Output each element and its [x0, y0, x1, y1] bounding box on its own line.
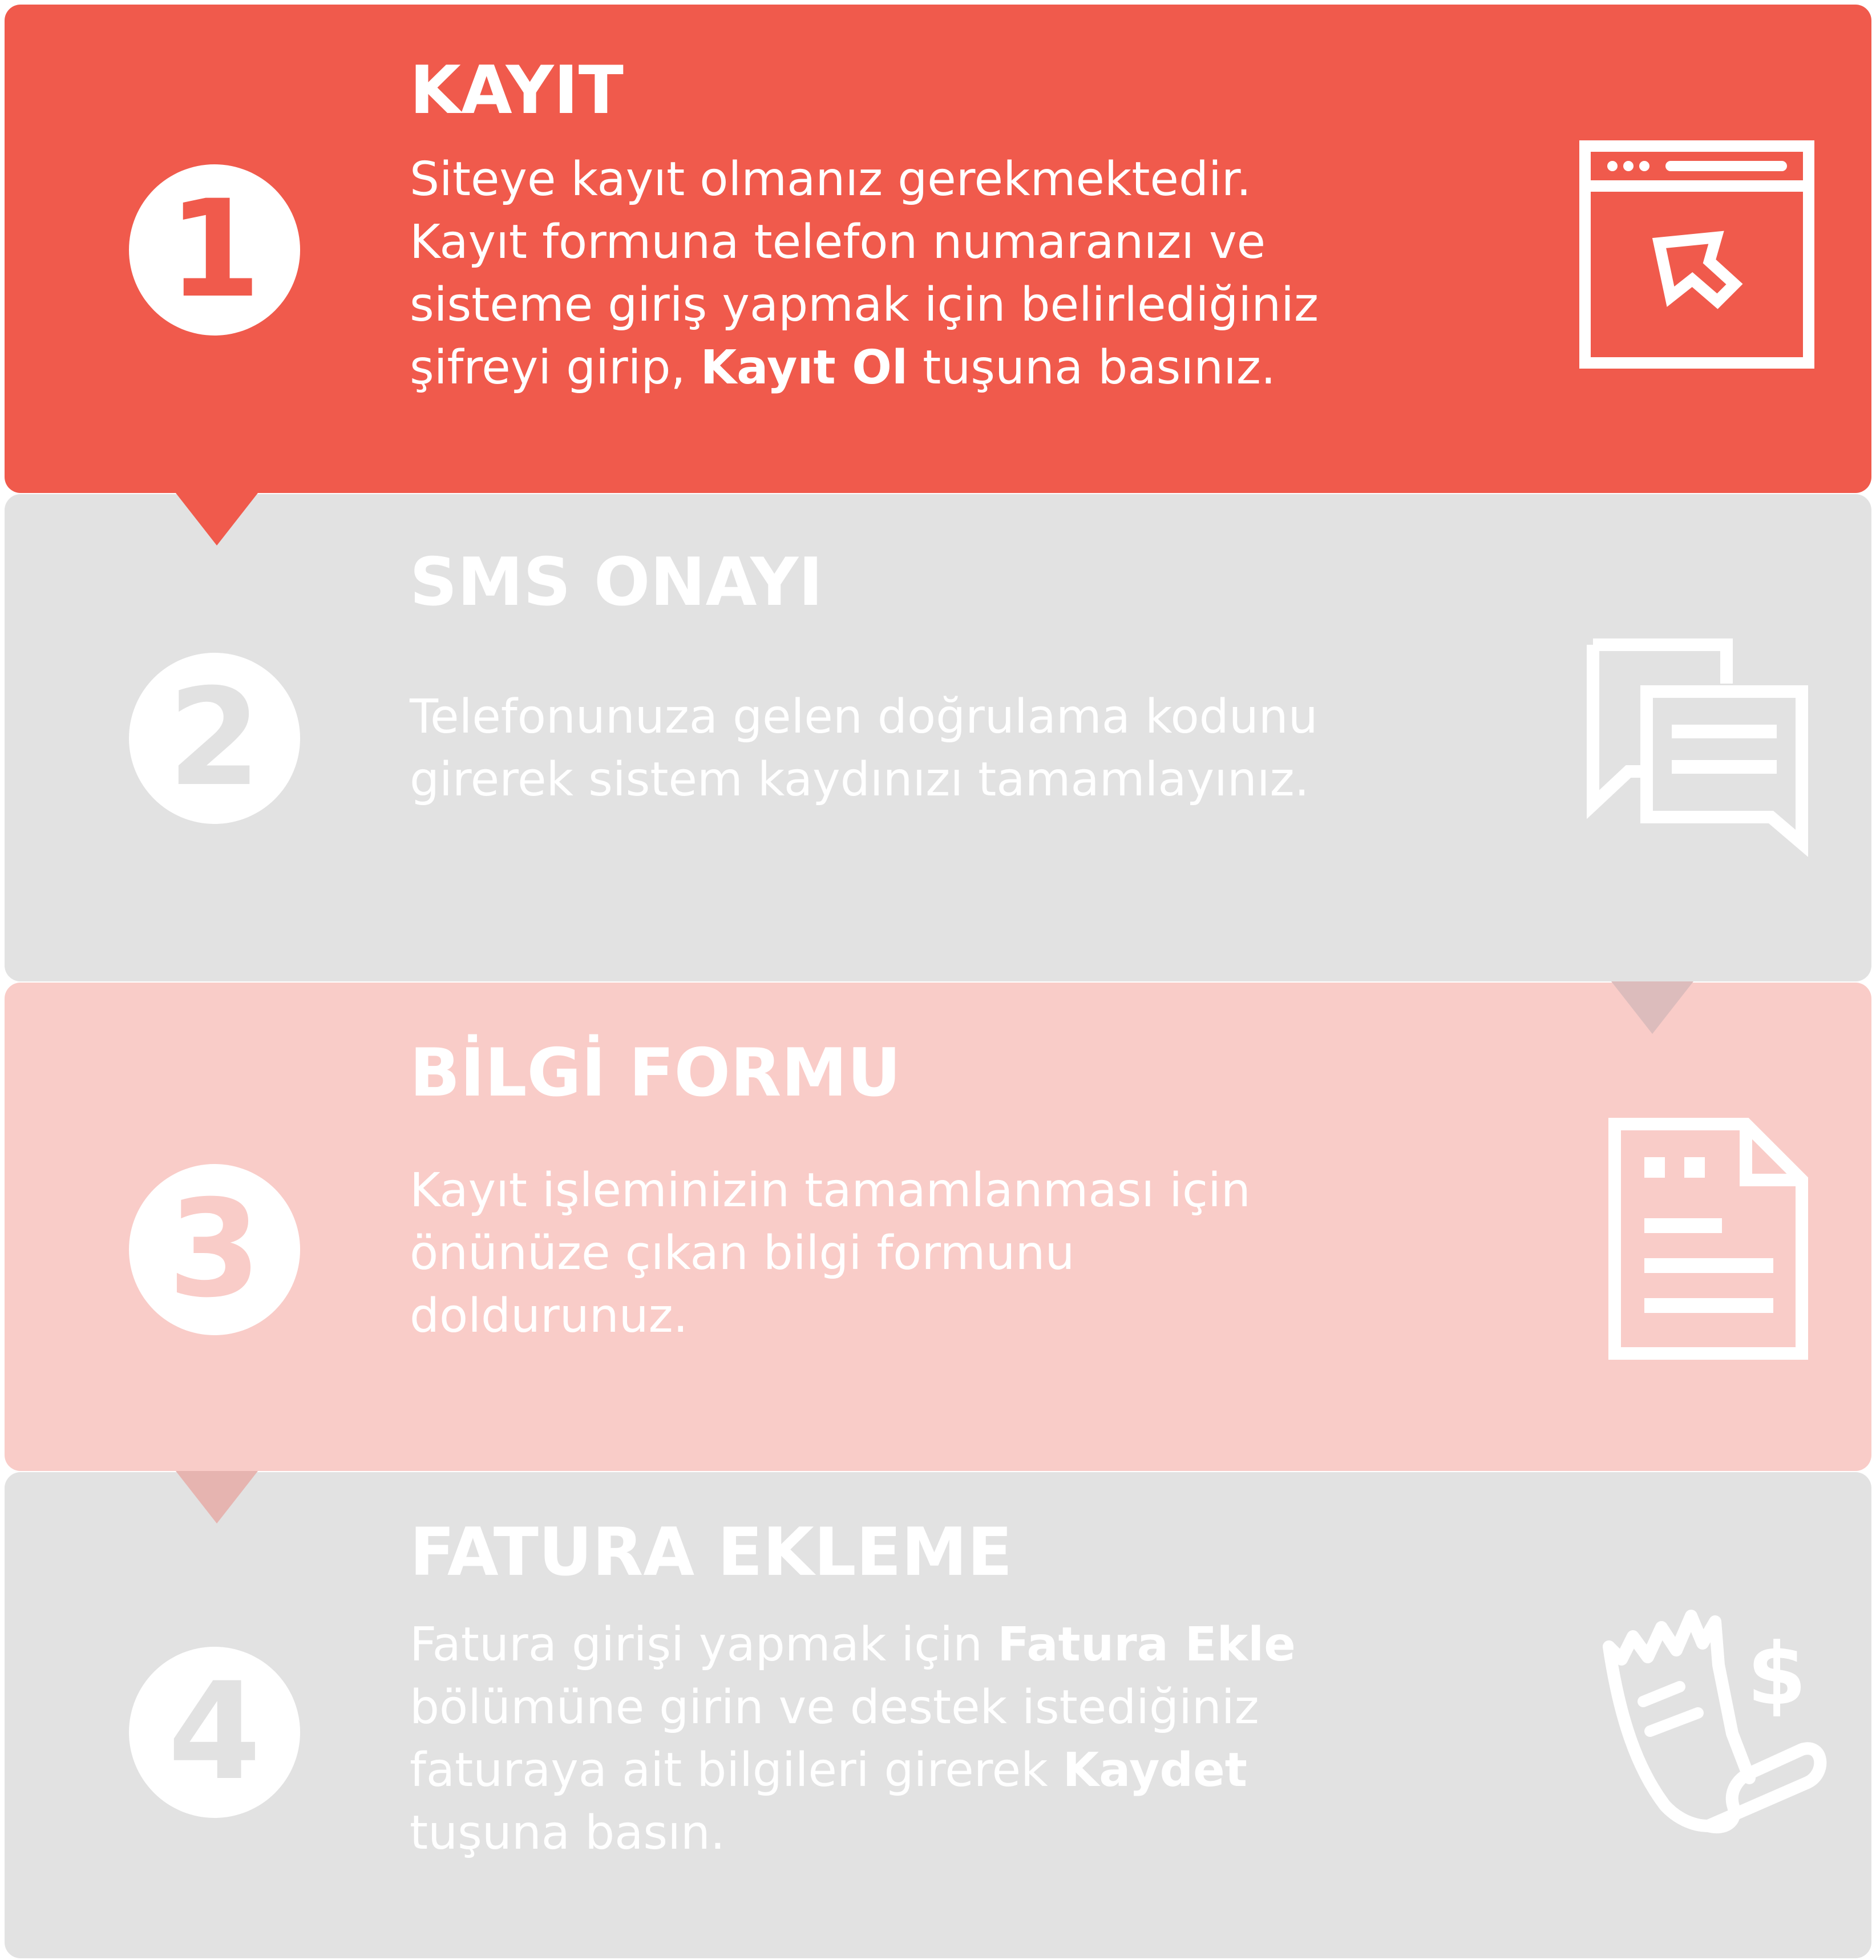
description-text: faturaya ait bilgileri girerek	[410, 1743, 1063, 1797]
svg-text:$: $	[1746, 1625, 1807, 1724]
description-line	[410, 1285, 1494, 1348]
step-card-sms-onayi	[5, 494, 1871, 981]
description-line	[410, 749, 1494, 811]
browser-cursor-icon	[1579, 135, 1819, 374]
description-text: Kayıt işleminizin tamamlanması için	[410, 1163, 1251, 1218]
description-line	[410, 1676, 1494, 1739]
description-emphasis: Kayıt Ol	[700, 341, 908, 395]
description-text: sisteme giriş yapmak için belirlediğiniz	[410, 278, 1319, 332]
description-emphasis: Fatura Ekle	[997, 1618, 1296, 1672]
invoice-receipt-icon	[1596, 1602, 1836, 1842]
description-text: şifreyi girip,	[410, 341, 701, 395]
description-text: bölümüne girin ve destek istediğiniz	[410, 1680, 1259, 1735]
description-line	[410, 1159, 1494, 1222]
description-text: tuşuna basın.	[410, 1806, 725, 1860]
description-text: Siteye kayıt olmanız gerekmektedir.	[410, 152, 1252, 207]
step-title: SMS ONAYI	[410, 544, 823, 621]
step-number-badge: 3	[129, 1164, 300, 1335]
description-line	[410, 1739, 1494, 1802]
step-description	[410, 1614, 1494, 1865]
document-form-icon	[1606, 1115, 1822, 1366]
description-line	[410, 337, 1494, 399]
step-card-bilgi-formu	[5, 983, 1871, 1471]
step-pointer	[176, 493, 258, 545]
description-line	[410, 1802, 1494, 1865]
step-card-kayit	[5, 5, 1871, 493]
description-text: Kayıt formuna telefon numaranızı ve	[410, 215, 1266, 269]
step-pointer	[176, 1471, 258, 1523]
description-text: girerek sistem kaydınızı tamamlayınız.	[410, 753, 1309, 807]
description-line	[410, 686, 1494, 749]
step-card-fatura-ekleme	[5, 1472, 1871, 1958]
description-text: Telefonunuza gelen doğrulama kodunu	[410, 690, 1318, 744]
step-number-badge: 4	[129, 1647, 300, 1818]
description-text: Fatura girişi yapmak için	[410, 1618, 998, 1672]
step-description	[410, 148, 1494, 399]
step-description	[410, 1159, 1494, 1348]
step-pointer	[1611, 981, 1693, 1034]
description-text: tuşuna basınız.	[908, 341, 1276, 395]
step-title: FATURA EKLEME	[410, 1514, 1013, 1591]
step-title: BİLGİ FORMU	[410, 1034, 901, 1112]
step-number-badge: 1	[129, 164, 300, 336]
description-line	[410, 148, 1494, 211]
description-line	[410, 1614, 1494, 1676]
description-text: doldurunuz.	[410, 1289, 688, 1343]
description-line	[410, 274, 1494, 337]
step-title: KAYIT	[410, 52, 624, 129]
step-description	[410, 686, 1494, 811]
description-line	[410, 1222, 1494, 1285]
step-number-badge: 2	[129, 653, 300, 824]
chat-bubbles-icon	[1583, 623, 1822, 863]
description-line	[410, 211, 1494, 274]
description-text: önünüze çıkan bilgi formunu	[410, 1226, 1075, 1280]
description-emphasis: Kaydet	[1062, 1743, 1247, 1797]
